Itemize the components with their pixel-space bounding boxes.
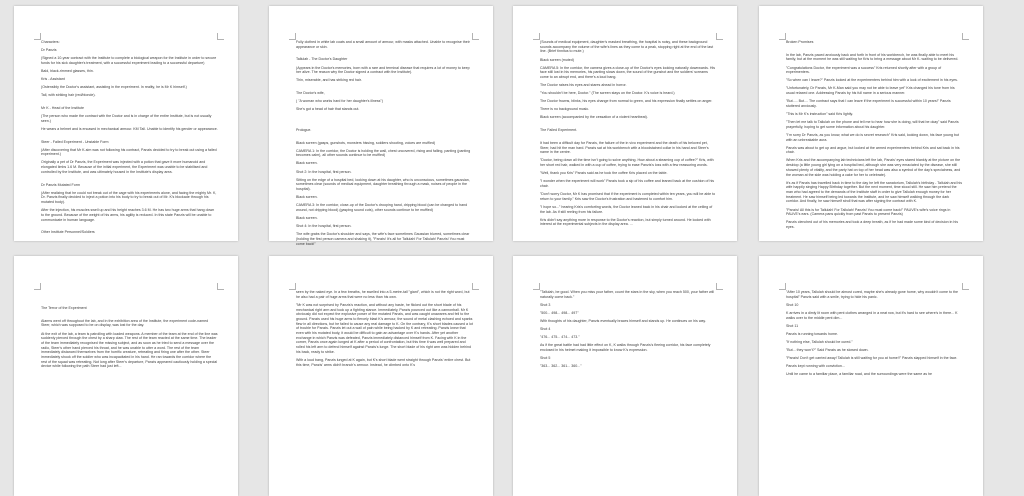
crop-mark xyxy=(779,33,786,40)
document-page xyxy=(513,256,737,496)
paragraph: "Congratulations Doctor, the experiment was a success" Kris returned shortly after with a group of experimenters. xyxy=(786,65,943,75)
paragraph: Shot 4 xyxy=(540,327,551,332)
document-page xyxy=(269,6,493,246)
page-text xyxy=(296,290,473,367)
paragraph: "Doctor, being down all the time isn't going to solve anything. How about a steaming cup of coffee?" Kris, with her short red hair, walked in with a cup of coffee, trying to ease Panzis's loss with a few reassuring words. xyxy=(540,158,715,168)
paragraph: (Appears in the Doctor's memories, born with a rare and terminal disease that requires a lot of money to keep her alive. The reason why the Doctor signed a contract with the Institute). xyxy=(296,65,471,75)
crop-mark xyxy=(472,33,479,40)
paragraph: Shot 5 xyxy=(540,356,551,361)
crop-mark xyxy=(533,283,540,290)
paragraph: Kris - Assistant xyxy=(41,77,65,82)
paragraph: K arrives in a dimly lit room with pent clothes arranged in a neat row, but it's hard to see where's in there... K walks over to the middle pent dim... xyxy=(786,310,959,320)
document-page xyxy=(14,256,238,496)
paragraph: seen by the naked eye. In a few breaths, he swelled into a 5-metre-tall "giant", which is not the right word, but he also had a pair of huge arms that were no less than his own. xyxy=(296,290,471,299)
crop-mark xyxy=(779,283,786,290)
paragraph: (After discovering that Mr K-sim was not following his contract, Panzis decided to try to break out using a failed experiment.) xyxy=(41,147,218,157)
paragraph: CAMERA 3: In the corridor, close-up of the Doctor's drooping hand, dripping blood (can be changed to hand wound, not dripping blood) (gasping sound cuts), other sounds continue to be muffled) xyxy=(296,203,469,212)
paragraph: The wife grabs the Doctor's shoulder and says, the wife's face sometimes Gaussian blurred, sometimes clear (holding the first person camera and shaking it), "Panzis! It's all for Tallulah! For Tallulah! Panzis! You must come back!" xyxy=(296,232,471,246)
paragraph: Alarms went off throughout the lab, and in the exhibition area of the Institute, the experiment code-named Steer, which was supposed to be on display, was lost for the day. xyxy=(41,318,210,328)
section-title: The Terror of the Experiment xyxy=(41,306,87,310)
paragraph: (Ostensibly the Doctor's assistant, assisting in the experiment. In reality, he is Mr K himself.) xyxy=(41,85,187,90)
document-page xyxy=(759,256,983,496)
paragraph: In the lab, Panzis paced anxiously back and forth in front of his workbench, he was finally able to meet his family, but at the moment he was still waiting for Kris to bring a message about Mr K- waiting to be delivered. xyxy=(786,52,959,62)
document-page xyxy=(759,6,983,241)
page-text xyxy=(540,40,717,227)
page-text xyxy=(41,306,218,369)
paragraph: Black screen. xyxy=(296,216,318,221)
paragraph: "476... 475... 474... 473." xyxy=(540,335,580,340)
paragraph: Panzis was about to get up and argue, but looked at the armed experimenters behind Kris and sat back in his chair. xyxy=(786,145,961,155)
paragraph: "But... they won't?" Said Panzis as he slowed down. xyxy=(786,347,869,352)
paragraph: Tall, with striking hair (red/blonde). xyxy=(41,93,96,98)
paragraph: "Panzis! All this is for Tallulah! For Tallulah! Panzis! You must come back!" PAUVE's wife's voice rings in PAUVE's ears. (Camera pans quickly from past Panzis to present Panzis) xyxy=(786,207,952,217)
document-page xyxy=(269,256,493,496)
paragraph: Panzis kept running with conviction... xyxy=(786,364,845,369)
paragraph: At the exit of the lab, a team is patrolling with loaded weapons. A member of the team at the end of the line was suddenly pierced through the chest by a sharp claw. The rest of the team reacted at the same time. The leader of the team immediately recognised the missing subject, and as soon as he tried to send a message over the radio, Steer's other hand pierced his throat, and he was unable to utter a word. The rest of the team immediately distanced themselves from the horrific creature, retreating and firing one after the other. Steer immediately shook off the soldier who was incapacitated in his hand. He ran towards the corridor where the rest of the squad was retreating. Not long after Steer's departure, Panzis appeared cautiously holding a special device while following the path Steer had just left... xyxy=(41,331,219,369)
paragraph: "I'm sorry Dr Panzis, as you know, what we do is secret research" Kris said, looking down, his face young but with an unbreakable aura. xyxy=(786,132,961,142)
paragraph: Thin, miserable, and has striking red hair. xyxy=(296,78,362,83)
paragraph: Black screen. xyxy=(296,161,318,166)
paragraph: It had been a difficult day for Panzis, the failure of the in vivo experiment and the death of his beloved pet, Steer, had hit the man hard. Panzis sat at his workbench with a bloodstained collar in his hand and Steer's name in the centre. xyxy=(540,140,710,155)
paragraph: As if the great battle had had little effect on K, K walks through Panzis's fleeing corridor, his face completely enclosed in his helmet making it impossible to know K's expression. xyxy=(540,343,712,352)
paragraph: Fully clothed in white lab coats and a small amount of armour, with masks attached. Unable to recognise their appearance or skin. xyxy=(296,40,471,49)
paragraph: "500... 498... 498... 497" xyxy=(540,310,579,315)
paragraph: "Don't worry Doctor, Mr K has promised that if the experiment is completed within ten years, you will be able to return to your family." Kris saw the Doctor's frustration and hastened to comfort him. xyxy=(540,192,717,201)
crop-mark xyxy=(34,283,41,290)
paragraph: After the injection, his muscles swell up and his height reaches 3.6 M. He has two huge arms that hang down to the ground. Because of the weight of his arms, his agility is reduced. In this state Panzis will be unable to communicate in human language. xyxy=(41,208,216,222)
page-text xyxy=(41,40,218,235)
paragraph: She's got a head of hair that stands out. xyxy=(296,107,360,112)
paragraph: Dr Panzis xyxy=(41,48,57,53)
paragraph: Shot 3 xyxy=(540,302,551,307)
paragraph: CAMERA 1: In the corridor, the Doctor is holding the wall, chest uncovered, rising and falling, panting (panting becomes calm), all other sounds continue to be muffled) xyxy=(296,148,472,158)
document-page xyxy=(513,6,737,241)
page-text xyxy=(786,40,963,230)
paragraph: Other Institute Personnel/Soldiers xyxy=(41,230,95,235)
paragraph: "After 10 years, Tallulah should be almost cured, maybe she's already gone home, why wouldn't come to the hospital" Panzis said with a smile, trying to hide his panic. xyxy=(786,290,959,299)
paragraph: Panzis is running towards home. xyxy=(786,331,838,336)
paragraph: "If nothing else, Tallulah should be cured." xyxy=(786,339,853,344)
paragraph: (Sounds of medical equipment, daughter's masked breathing, the hospital is noisy, and these background sounds accompany the volume of the wife's lines as they come to a peak, stopping right at the end of the last line. (Brief tinnitus to mute.) xyxy=(540,40,715,54)
paragraph: Shot 10 xyxy=(786,302,799,307)
section-title: The Failed Experiment. xyxy=(540,128,578,133)
section-title: Broken Promises xyxy=(786,40,814,44)
crop-mark xyxy=(962,283,969,290)
page-text xyxy=(786,290,963,377)
paragraph: Dr Panzis Mutated Form xyxy=(41,182,80,187)
paragraph: "I hope so..." hearing Kris's comforting words, the Doctor leaned back in his chair and looked at the ceiling of the lab. As if still reeling from his failure. xyxy=(540,204,714,214)
paragraph: "Well, thank you Kris" Panzis said as he took the coffee Kris placed on the table. xyxy=(540,171,668,176)
paragraph: There is no background music. xyxy=(540,107,590,112)
paragraph: Sitting on the edge of a hospital bed, looking down at his daughter, who is unconscious, sometimes gaussian, sometimes clear (sounds of medical equipment, daughter breathing through a mask, noises of people in the hospital). xyxy=(296,177,471,192)
paragraph: It's as if Panzis has travelled back in time to the day he left the sanatorium, Tallulah's birthday - Tallulah and his wife happily singing Happy Birthday together. But the next moment, time stood still. He saw him pretend the man who had agreed to the demands of the Institute staff in order to give Tallulah enough money for her treatment. He saw himself being led towards the Institute, and he saw himself walking through the dark corridor. And finally, he saw himself stroll that was after signing the contract with K. xyxy=(786,180,964,204)
paragraph: With a loud bang, Panzis lunged at K again, but K's short blade went straight through Panzis' entire chest. But this time, Panzis' arms didn't branch's armour. Instead, he climbed onto K's xyxy=(296,357,472,367)
paragraph: "Mr K was not surprised by Panzis's reaction, and without any haste, he flicked out the short blade of his mechanical right arm and took up a fighting stance. Immediately, Panzis pounced out like a cannonball. Mr K obviously did not expect the explosive power of the mutated Panzis, and was caught unawares and fell to the ground. Panzis used his huge arms to fiercely blast K's armour, the sound of metal clashing echoed and sparks flew in all directions, but he failed to cause any real damage to K. On the contrary, K's short blades caused a lot of trouble for Panzis. Panzis let out a wail of pain while being hacked by K and retreating. Panzis knew that even with his mutated body, it would be difficult to gain an advantage over K's hands. After yet another exchange in which Panzis was defeated, Panzis immediately distanced himself from K. Facing with K in the corner, Panzis once again lunged at K after a period of confrontation, but this time it was well prepared and rolled his left arm to defend himself against Panzis's lunge. The short blade of his right arm was hidden behind his back, ready to strike. xyxy=(296,302,474,354)
crop-mark xyxy=(217,33,224,40)
paragraph: CAMERA 5: In the corridor, the camera gives a close-up of the Doctor's eyes looking naturally downwards. His face still lost in his memories, his panting slows down, the sound of the gunshot and the soldiers' screams come to an abrupt end, and there's a loud bang. xyxy=(540,65,717,79)
paragraph: "So when can I leave?" Panzis looked at the experimenters behind him with a look of excitement in his eyes. xyxy=(786,78,958,83)
crop-mark xyxy=(533,33,540,40)
page-text xyxy=(540,290,717,369)
paragraph: Bald, black-rimmed glasses, thin. xyxy=(41,68,94,73)
section-title: Prologue. xyxy=(296,127,312,132)
paragraph: Black screen (accompanied by the cessation of a violent heartbeat). xyxy=(540,115,648,120)
paragraph: Shot 11 xyxy=(786,323,799,328)
paragraph: Kris didn't say anything more in response to the Doctor's reaction, but simply turned around. He looked with interest at the experimental subjects in the display area. ... xyxy=(540,217,712,227)
paragraph: Characters: xyxy=(41,40,60,44)
paragraph: ( "A woman who works hard for her daughter's illness") xyxy=(296,99,383,104)
crop-mark xyxy=(716,33,723,40)
paragraph: "Then let me talk to Tallulah on the phone and tell me to hear how she is doing, will that be okay" said Panzis prayerfully, hoping to get some information about his daughter. xyxy=(786,120,960,129)
crop-mark xyxy=(289,33,296,40)
paragraph: Black screen (muted) xyxy=(540,57,574,62)
paragraph: The Doctor raises his eyes and stares ahead in horror. xyxy=(540,83,627,88)
paragraph: "But..... But.... The contract says that I can leave if the experiment is successful within 10 years!" Panzis stuttered anxiously. xyxy=(786,99,952,108)
paragraph: With thoughts of his daughter, Panzis eventually braces himself and stands up. He continues on his way. xyxy=(540,318,706,323)
paragraph: He wears a helmet and is encased in mechanical armour. KM Tall. Unable to identify his gender or appearance. xyxy=(41,126,218,131)
paragraph: The Doctor frowns, blinks, his eyes change from normal to green, and his expression finally settles on anger. xyxy=(540,99,713,104)
page-text xyxy=(296,40,473,246)
crop-mark xyxy=(962,33,969,40)
crop-mark xyxy=(34,33,41,40)
paragraph: "I wonder when the experiment will work" Panzis took a sip of his coffee and leaned back at the cushion of his chair. xyxy=(540,179,716,188)
paragraph: Mr K - Head of the Institute xyxy=(41,105,84,110)
paragraph: Tallulah - The Doctor's Daughter xyxy=(296,57,348,62)
document-page xyxy=(14,6,238,241)
paragraph: "Tallulah, be good. When you miss your father, count the stars in the sky, when you reach 500, your father will naturally come back." xyxy=(540,290,715,299)
paragraph: (After realizing that he could not break out of the cage with his experiments alone, and facing the mighty Mr. K, Dr. Panzis finally decided to inject a potion into his body to try to break out of Mr. K's blockade through his mutated body). xyxy=(41,190,218,205)
crop-mark xyxy=(217,283,224,290)
paragraph: "This is Mr K's instruction" said Kris lightly. xyxy=(786,111,854,116)
paragraph: The Doctor's wife, xyxy=(296,91,325,95)
paragraph: "Unfortunately, Dr Panzis, Mr K-Man said you may not be able to leave yet" Kris changed his tone from his usual relaxed one. Addressing Panzis by his full name in a serious manner. xyxy=(786,86,956,96)
paragraph: When Kris and the accompanying lab technicians left the lab, Panzis' eyes stared blankly at the picture on the desktop (a little young girl lying on a hospital bed, although she was very emaciated by the disease, she still showed plenty of vitality, and the party hat on top of her head was also a symbol of the day's specialness, and the woman at the side was holding a cake for her to celebrate). xyxy=(786,158,962,177)
paragraph: Shot 4: In the hospital, first person. xyxy=(296,224,352,229)
paragraph: Originally a pet of Dr Panzis, the Experiment was injected with a potion that gave it more humanoid and elongated limbs 1.6 M. Because of the initial experiment, the Experiment was unable to be stabilised and controlled by the Institute, and was ultimately housed in the Institute's display area. xyxy=(41,160,209,174)
paragraph: Black screen. xyxy=(296,195,318,200)
paragraph: "Panzis! Don't get carried away! Tallulah is still waiting for you at home!!" Panzis slapped himself in the face. xyxy=(786,356,958,361)
paragraph: "You shouldn't be here, Doctor." (The screen stays on the Doctor. K's voice is heard.) xyxy=(540,91,675,96)
crop-mark xyxy=(472,283,479,290)
paragraph: Until he came to a familiar place, a familiar road, and the surroundings were the same as he xyxy=(786,372,933,377)
paragraph: "363... 362... 361... 360..." xyxy=(540,364,582,369)
paragraph: Steer - Failed Experiment - Unstable Form xyxy=(41,139,109,144)
paragraph: Panzis clenched out of his memories and took a deep breath, as if he had made some kind of decision in his eyes. xyxy=(786,220,960,230)
paragraph: Black screen (gasps, gunshots, monsters hissing, soldiers shooting, voices are muffled) xyxy=(296,140,436,145)
crop-mark xyxy=(716,283,723,290)
paragraph: (Signed a 10-year contract with the Institute to complete a biological weapon for the Institute in order to secure funds for his sick daughter's treatment, with a successful experiment leading to a successful departure) xyxy=(41,56,218,65)
paragraph: (The person who made the contract with the Doctor and is in charge of the entire Institute, but is not usually seen.) xyxy=(41,114,213,123)
paragraph: Shot 2: In the hospital, first person. xyxy=(296,169,352,174)
crop-mark xyxy=(289,283,296,290)
